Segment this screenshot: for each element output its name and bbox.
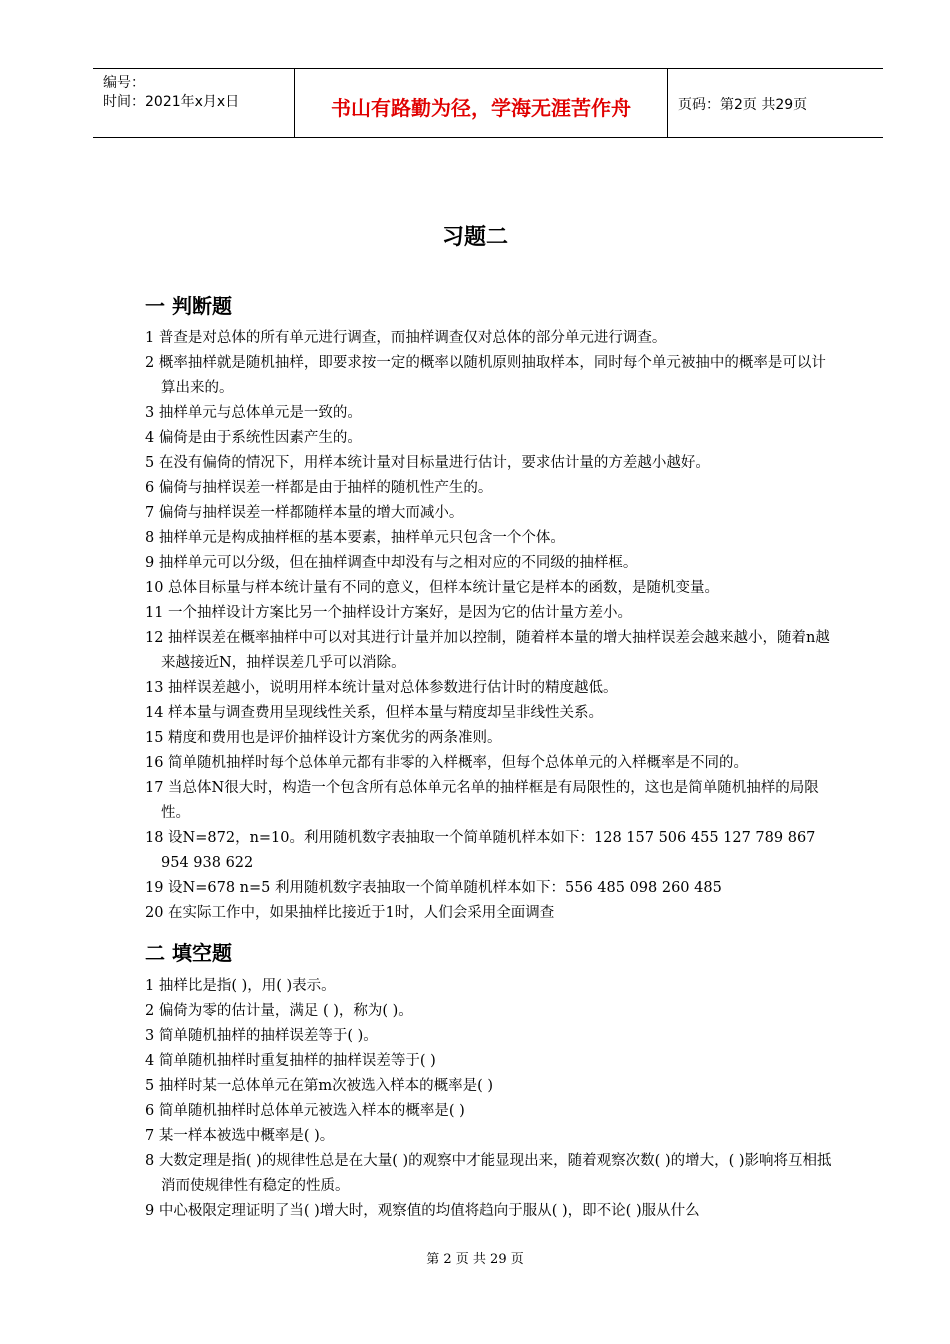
list-item: 19 设N=678 n=5 利用随机数字表抽取一个简单随机样本如下：556 485 098 260 485 <box>145 880 722 896</box>
number-label: 编号： <box>103 75 145 91</box>
list-item: 2 偏倚为零的估计量，满足 ( )，称为( )。 <box>145 1003 413 1019</box>
page-footer: 第 2 页 共 29 页 <box>426 1252 524 1267</box>
section-heading-judgement: 一 判断题 <box>145 294 232 318</box>
list-item: 9 抽样单元可以分级，但在抽样调查中却没有与之相对应的不同级的抽样框。 <box>145 555 638 571</box>
list-item: 20 在实际工作中，如果抽样比接近于1时，人们会采用全面调查 <box>145 905 555 921</box>
list-item: 11 一个抽样设计方案比另一个抽样设计方案好，是因为它的估计量方差小。 <box>145 605 633 621</box>
list-item: 7 偏倚与抽样误差一样都随样本量的增大而减小。 <box>145 505 464 521</box>
section-heading-fill-blank: 二 填空题 <box>145 941 232 965</box>
page-label: 页码：第2页 共29页 <box>678 97 808 113</box>
fill-blank-list <box>145 974 835 1224</box>
list-item: 6 简单随机抽样时总体单元被选入样本的概率是( ) <box>145 1103 465 1119</box>
list-item: 5 抽样时某一总体单元在第m次被选入样本的概率是( ) <box>145 1078 494 1094</box>
header-table <box>93 68 883 138</box>
list-item: 9 中心极限定理证明了当( )增大时，观察值的均值将趋向于服从( )，即不论( )服从什么 <box>145 1203 700 1219</box>
list-item: 3 简单随机抽样的抽样误差等于( )。 <box>145 1028 378 1044</box>
header-motto-cell <box>295 69 668 137</box>
list-item: 4 偏倚是由于系统性因素产生的。 <box>145 430 362 446</box>
list-item: 8 大数定理是指( )的规律性总是在大量( )的观察中才能显现出来，随着观察次数( )的增大，( )影响将互相抵消而使规律性有稳定的性质。 <box>145 1153 832 1194</box>
list-item: 12 抽样误差在概率抽样中可以对其进行计量并加以控制，随着样本量的增大抽样误差会越来越小，随着n越来越接近N，抽样误差几乎可以消除。 <box>145 630 830 671</box>
list-item: 10 总体目标量与样本统计量有不同的意义，但样本统计量它是样本的函数，是随机变量。 <box>145 580 720 596</box>
list-item: 14 样本量与调查费用呈现线性关系，但样本量与精度却呈非线性关系。 <box>145 705 604 721</box>
motto-text: 书山有路勤为径，学海无涯苦作舟 <box>331 96 631 120</box>
list-item: 5 在没有偏倚的情况下，用样本统计量对目标量进行估计，要求估计量的方差越小越好。 <box>145 455 710 471</box>
list-item: 17 当总体N很大时，构造一个包含所有总体单元名单的抽样框是有局限性的，这也是简单随机抽样的局限性。 <box>145 780 819 821</box>
header-page-cell <box>668 69 883 137</box>
list-item: 3 抽样单元与总体单元是一致的。 <box>145 405 362 421</box>
list-item: 8 抽样单元是构成抽样框的基本要素，抽样单元只包含一个个体。 <box>145 530 565 546</box>
header-left-cell <box>93 69 295 137</box>
list-item: 13 抽样误差越小，说明用样本统计量对总体参数进行估计时的精度越低。 <box>145 680 618 696</box>
page-title: 习题二 <box>441 225 508 250</box>
time-label: 时间：2021年x月x日 <box>103 94 240 110</box>
list-item: 15 精度和费用也是评价抽样设计方案优劣的两条准则。 <box>145 730 502 746</box>
list-item: 7 某一样本被选中概率是( )。 <box>145 1128 335 1144</box>
list-item: 1 普查是对总体的所有单元进行调查，而抽样调查仅对总体的部分单元进行调查。 <box>145 330 667 346</box>
judgement-list <box>145 326 835 926</box>
list-item: 6 偏倚与抽样误差一样都是由于抽样的随机性产生的。 <box>145 480 493 496</box>
list-item: 1 抽样比是指( )，用( )表示。 <box>145 978 336 994</box>
list-item: 16 简单随机抽样时每个总体单元都有非零的入样概率，但每个总体单元的入样概率是不同的。 <box>145 755 749 771</box>
list-item: 2 概率抽样就是随机抽样，即要求按一定的概率以随机原则抽取样本，同时每个单元被抽中的概率是可以计算出来的。 <box>145 355 826 396</box>
list-item: 4 简单随机抽样时重复抽样的抽样误差等于( ) <box>145 1053 436 1069</box>
list-item: 18 设N=872，n=10。利用随机数字表抽取一个简单随机样本如下：128 157 506 455 127 789 867 954 938 622 <box>145 830 816 871</box>
